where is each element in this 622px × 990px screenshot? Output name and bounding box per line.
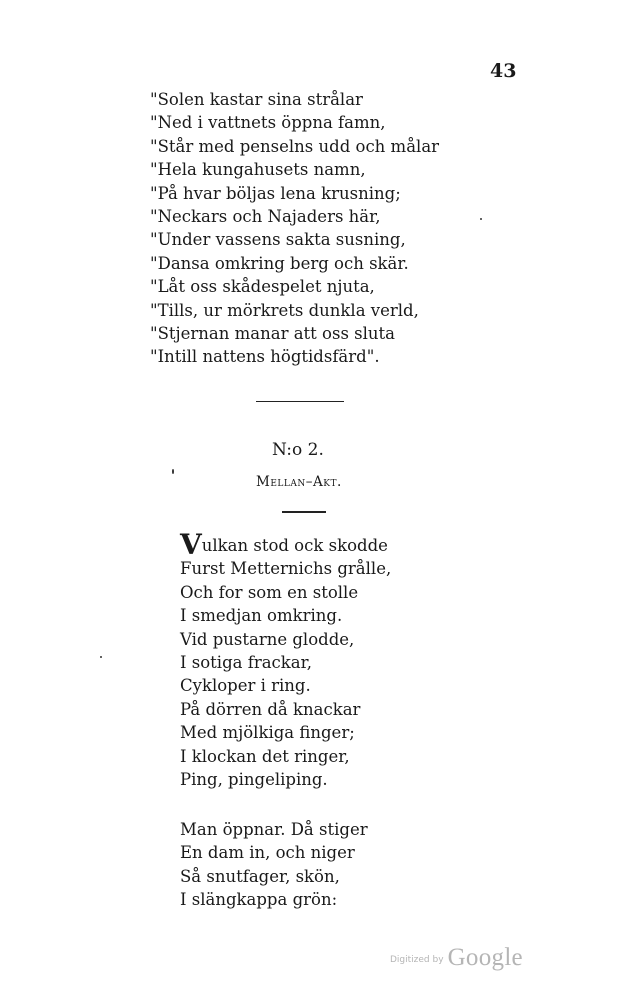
verse-line: Cykloper i ring. [180,676,311,696]
print-speck [480,218,482,220]
verse-line: I sotiga frackar, [180,653,312,673]
verse-line: I klockan det ringer, [180,746,350,766]
verse-line: "Under vassens sakta susning, [150,230,406,250]
stanza-3 [180,818,368,912]
verse-line: På dörren då knackar [180,699,361,719]
print-speck [100,656,102,658]
verse-line: Och for som en stolle [180,582,359,602]
title-underline [282,511,326,513]
verse-line: Med mjölkiga finger; [180,723,355,743]
verse-line: "Tills, ur mörkrets dunkla verld, [150,300,419,320]
verse-line-rest: ulkan stod ock skodde [201,536,388,555]
verse-line: "På hvar böljas lena krusning; [150,183,401,203]
verse-line: "Står med penselns udd och målar [150,136,440,156]
stanza-2 [180,528,392,791]
verse-line: Man öppnar. Då stiger [180,820,368,839]
drop-cap: V [180,528,202,561]
verse-line: I slängkappa grön: [180,890,338,910]
watermark-prefix: Digitized by [390,955,444,965]
print-speck [172,469,174,474]
verse-line-first [180,528,391,561]
verse-line: Vid pustarne glodde, [180,629,355,649]
verse-line: "Intill nattens högtidsfärd". [150,347,380,367]
verse-line: "Stjernan manar att oss sluta [150,324,396,344]
verse-line: Furst Metternichs grålle, [180,559,392,579]
verse-line: I smedjan omkring. [180,606,343,626]
section-title: Mellan–Akt. [256,474,342,490]
verse-line: "Dansa omkring berg och skär. [150,253,409,273]
digitized-watermark [390,944,523,972]
verse-line: En dam in, och niger [180,843,355,863]
section-number: N:o 2. [272,440,324,460]
stanza-1 [150,88,439,369]
section-divider [256,401,344,402]
google-logo: Google [447,944,523,971]
verse-line: "Ned i vattnets öppna famn, [150,113,386,133]
verse-line: "Hela kungahusets namn, [150,160,366,180]
verse-line: "Neckars och Najaders här, [150,207,381,227]
verse-line: "Låt oss skådespelet njuta, [150,277,375,297]
verse-line: Ping, pingeliping. [180,770,328,790]
verse-line: Så snutfager, skön, [180,866,340,886]
verse-line: "Solen kastar sina strålar [150,90,363,109]
page-number: 43 [490,60,517,82]
